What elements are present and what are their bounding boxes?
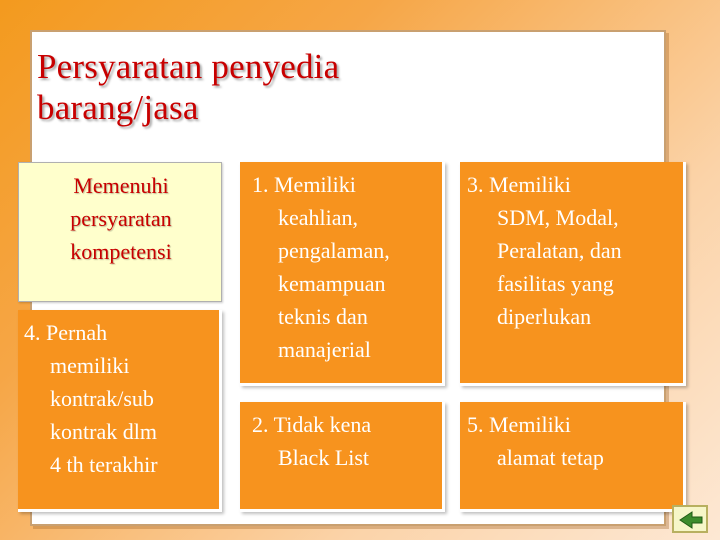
requirement-item-4-box xyxy=(18,310,222,512)
item-5-line: alamat tetap xyxy=(497,445,604,470)
item-3-line: 3. Memiliki xyxy=(467,172,571,197)
item-3-line: SDM, Modal, xyxy=(497,205,619,230)
requirement-item-2-box xyxy=(240,402,445,512)
back-nav-button[interactable] xyxy=(672,505,708,533)
item-1-line: teknis dan xyxy=(278,304,368,329)
item-1-line: kemampuan xyxy=(278,271,386,296)
item-4-line: memiliki xyxy=(50,353,130,378)
item-3-line: diperlukan xyxy=(497,304,592,329)
requirement-item-5-box xyxy=(460,402,686,512)
item-4-line: kontrak dlm xyxy=(50,419,157,444)
item-1-line: manajerial xyxy=(278,337,371,362)
item-4-line: 4. Pernah xyxy=(24,320,108,345)
item-1-line: 1. Memiliki xyxy=(252,172,356,197)
item-2-line: Black List xyxy=(278,445,370,470)
slide-title xyxy=(37,46,597,128)
item-4-line: 4 th terakhir xyxy=(50,452,158,477)
item-3-line: fasilitas yang xyxy=(497,271,614,296)
requirement-item-1-box xyxy=(240,162,445,386)
item-5-line: 5. Memiliki xyxy=(467,412,571,437)
center-line: kompetensi xyxy=(70,239,172,264)
requirement-item-3-box xyxy=(460,162,686,386)
requirement-center-box xyxy=(18,162,222,302)
item-1-line: pengalaman, xyxy=(278,238,390,263)
item-3-line: Peralatan, dan xyxy=(497,238,622,263)
item-2-line: 2. Tidak kena xyxy=(252,412,372,437)
center-line: Memenuhi xyxy=(73,173,169,198)
back-arrow-icon xyxy=(678,510,704,530)
title-line-1: Persyaratan penyedia xyxy=(37,47,340,86)
item-4-line: kontrak/sub xyxy=(50,386,154,411)
item-1-line: keahlian, xyxy=(278,205,359,230)
center-line: persyaratan xyxy=(70,206,172,231)
title-line-2: barang/jasa xyxy=(37,88,199,127)
